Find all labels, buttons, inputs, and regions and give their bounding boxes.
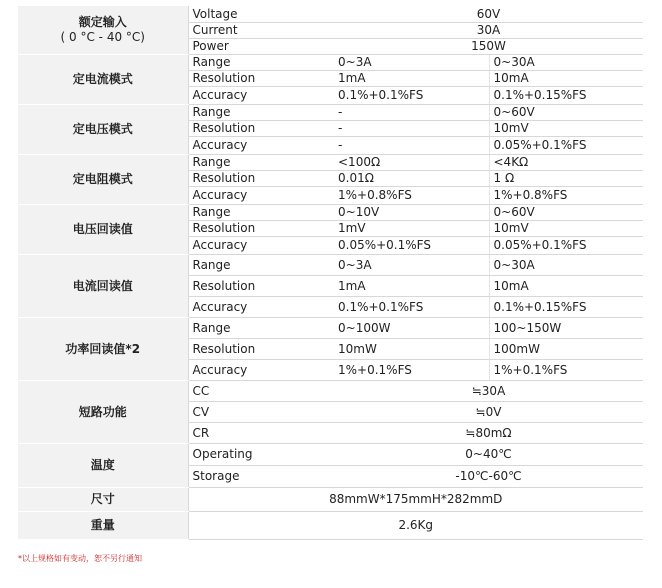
high-range-value: 100~150W xyxy=(489,317,643,338)
param-label: Power xyxy=(188,38,334,54)
spec-row xyxy=(18,6,643,22)
param-label: Voltage xyxy=(188,6,334,22)
spec-value: 60V xyxy=(334,6,643,22)
high-range-value: 10mA xyxy=(489,70,643,86)
low-range-value: 10mW xyxy=(334,338,489,359)
low-range-value: 0.1%+0.1%FS xyxy=(334,296,489,317)
low-range-value: 1mA xyxy=(334,70,489,86)
param-label: Accuracy xyxy=(188,186,334,204)
high-range-value: 0.1%+0.15%FS xyxy=(489,296,643,317)
high-range-value: 10mV xyxy=(489,120,643,136)
spec-value: ≒80mΩ xyxy=(334,422,643,443)
temperature-title: 温度 xyxy=(18,443,188,487)
param-label: CR xyxy=(188,422,334,443)
short-circuit-title: 短路功能 xyxy=(18,380,188,443)
high-range-value: 1 Ω xyxy=(489,170,643,186)
param-label: Range xyxy=(188,204,334,220)
spec-value: 0~40℃ xyxy=(334,443,643,465)
group-title: 定电阻模式 xyxy=(18,154,188,204)
rated-input-cell xyxy=(18,6,188,54)
footnote: *以上规格如有变动，恕不另行通知 xyxy=(18,554,142,563)
group-title: 功率回读值*2 xyxy=(18,317,188,380)
param-label: Accuracy xyxy=(188,359,334,380)
spec-value: -10℃-60℃ xyxy=(334,465,643,487)
param-label: Accuracy xyxy=(188,236,334,254)
param-label: Range xyxy=(188,254,334,275)
high-range-value: 0~30A xyxy=(489,254,643,275)
param-label: Current xyxy=(188,22,334,38)
param-label: Range xyxy=(188,104,334,120)
param-label: Storage xyxy=(188,465,334,487)
param-label: Resolution xyxy=(188,70,334,86)
param-label: CC xyxy=(188,380,334,401)
spec-row xyxy=(18,380,643,401)
spec-row xyxy=(18,254,643,275)
size-value: 88mmW*175mmH*282mmD xyxy=(188,487,643,511)
low-range-value: 0.1%+0.1%FS xyxy=(334,86,489,104)
low-range-value: - xyxy=(334,104,489,120)
spec-row xyxy=(18,317,643,338)
group-title: 电流回读值 xyxy=(18,254,188,317)
high-range-value: 0.1%+0.15%FS xyxy=(489,86,643,104)
param-label: Operating xyxy=(188,443,334,465)
param-label: Resolution xyxy=(188,220,334,236)
spec-row xyxy=(18,104,643,120)
size-title: 尺寸 xyxy=(18,487,188,511)
high-range-value: 10mV xyxy=(489,220,643,236)
high-range-value: 0~60V xyxy=(489,104,643,120)
param-label: Range xyxy=(188,54,334,70)
param-label: Accuracy xyxy=(188,136,334,154)
high-range-value: 1%+0.8%FS xyxy=(489,186,643,204)
spec-value: ≒30A xyxy=(334,380,643,401)
low-range-value: - xyxy=(334,120,489,136)
high-range-value: 0.05%+0.1%FS xyxy=(489,236,643,254)
low-range-value: 0~3A xyxy=(334,254,489,275)
high-range-value: 0~30A xyxy=(489,54,643,70)
low-range-value: 1%+0.8%FS xyxy=(334,186,489,204)
param-label: Range xyxy=(188,154,334,170)
param-label: Resolution xyxy=(188,170,334,186)
rated-input-title: 额定输入 xyxy=(78,14,127,29)
spec-row xyxy=(18,54,643,70)
param-label: Resolution xyxy=(188,120,334,136)
spec-value: 150W xyxy=(334,38,643,54)
weight-value: 2.6Kg xyxy=(188,511,643,539)
low-range-value: 1mA xyxy=(334,275,489,296)
group-title: 定电压模式 xyxy=(18,104,188,154)
low-range-value: 0.05%+0.1%FS xyxy=(334,236,489,254)
spec-row xyxy=(18,154,643,170)
spec-value: ≒0V xyxy=(334,401,643,422)
group-title: 定电流模式 xyxy=(18,54,188,104)
spec-row xyxy=(18,204,643,220)
group-title: 电压回读值 xyxy=(18,204,188,254)
param-label: CV xyxy=(188,401,334,422)
high-range-value: 1%+0.1%FS xyxy=(489,359,643,380)
high-range-value: <4KΩ xyxy=(489,154,643,170)
low-range-value: 0.01Ω xyxy=(334,170,489,186)
weight-title: 重量 xyxy=(18,511,188,539)
low-range-value: 0~10V xyxy=(334,204,489,220)
low-range-value: 0~100W xyxy=(334,317,489,338)
param-label: Accuracy xyxy=(188,86,334,104)
low-range-value: 1%+0.1%FS xyxy=(334,359,489,380)
low-range-value: - xyxy=(334,136,489,154)
low-range-value: 1mV xyxy=(334,220,489,236)
spec-row xyxy=(18,511,643,539)
param-label: Range xyxy=(188,317,334,338)
low-range-value: 0~3A xyxy=(334,54,489,70)
param-label: Resolution xyxy=(188,275,334,296)
low-range-value: <100Ω xyxy=(334,154,489,170)
param-label: Resolution xyxy=(188,338,334,359)
spec-row xyxy=(18,487,643,511)
high-range-value: 100mW xyxy=(489,338,643,359)
high-range-value: 10mA xyxy=(489,275,643,296)
spec-value: 30A xyxy=(334,22,643,38)
param-label: Accuracy xyxy=(188,296,334,317)
high-range-value: 0~60V xyxy=(489,204,643,220)
high-range-value: 0.05%+0.1%FS xyxy=(489,136,643,154)
spec-table xyxy=(18,6,643,540)
rated-input-subtitle: ( 0 °C - 40 °C) xyxy=(60,29,145,44)
spec-row xyxy=(18,443,643,465)
